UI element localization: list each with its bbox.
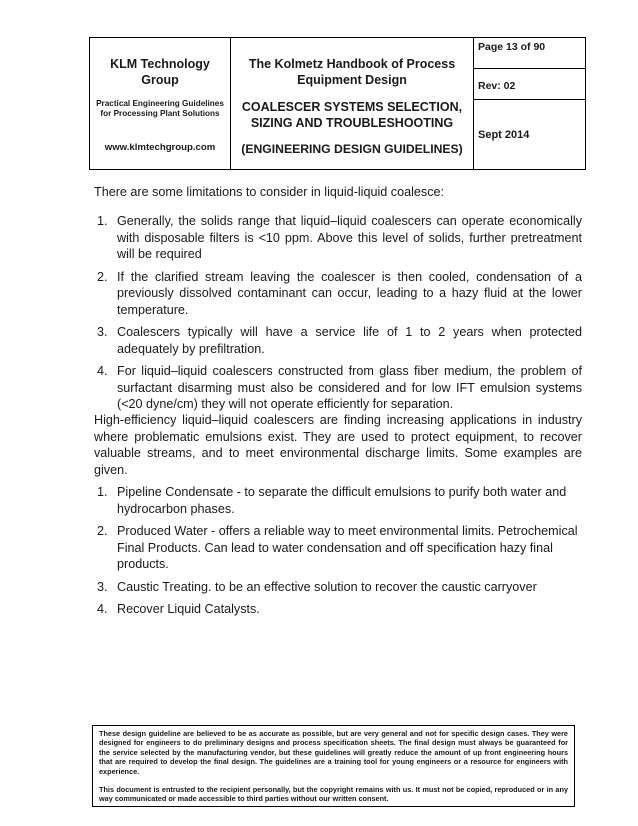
item-number: 1. bbox=[97, 485, 108, 499]
item-number: 2. bbox=[97, 269, 108, 284]
item-number: 3. bbox=[97, 579, 108, 594]
list-item bbox=[94, 363, 582, 413]
applications-paragraph: High-efficiency liquid–liquid coalescers are finding increasing applications in industry where problematic emulsions exist. They are used to protect equipment, to recover valuable streams, and to meet environmental discharge limits. Some examples are given. bbox=[94, 413, 582, 477]
item-number: 3. bbox=[97, 325, 108, 339]
item-text: Pipeline Condensate - to separate the difficult emulsions to purify both water and hydrocarbon phases. bbox=[117, 485, 567, 516]
issue-date: Sept 2014 bbox=[478, 129, 530, 141]
disclaimer-box bbox=[92, 725, 575, 807]
item-text: Coalescers typically will have a service life of 1 to 2 years when protected adequately by prefiltration. bbox=[117, 325, 582, 356]
item-number: 4. bbox=[97, 602, 108, 616]
item-text: If the clarified stream leaving the coalescer is then cooled, condensation of a previously dissolved contaminant can occur, leading to a hazy fluid at the lower temperature. bbox=[117, 269, 582, 317]
guideline-label: (ENGINEERING DESIGN GUIDELINES) bbox=[241, 142, 463, 156]
list-item bbox=[94, 484, 582, 517]
item-text: Recover Liquid Catalysts. bbox=[117, 602, 260, 616]
company-name: KLM Technology Group bbox=[110, 57, 210, 87]
company-website: www.klmtechgroup.com bbox=[104, 142, 216, 153]
item-number: 4. bbox=[97, 364, 108, 378]
list-item bbox=[94, 269, 582, 319]
item-text: Produced Water - offers a reliable way to meet environmental limits. Petrochemical Final Products. Can lead to water condensation and off specification hazy final products. bbox=[117, 524, 578, 571]
disclaimer-paragraph: These design guideline are believed to be as accurate as possible, but are very general and not for specific design cases. They were designed for engineers to do preliminary designs and process specification sheets. The final design must always be guaranteed for the service selected by the manufacturing vendor, but these guidelines will greatly reduce the amount of up front engineering hours that are required to develop the final design. The guidelines are a training tool for young engineers or a resource for engineers with experience. bbox=[99, 729, 568, 776]
handbook-title: The Kolmetz Handbook of Process Equipment Design bbox=[248, 57, 456, 87]
item-number: 2. bbox=[97, 524, 108, 538]
company-cell bbox=[90, 38, 231, 169]
item-number: 1. bbox=[97, 214, 108, 228]
examples-list bbox=[94, 484, 582, 624]
list-item bbox=[94, 324, 582, 357]
company-tagline: Practical Engineering Guidelines for Processing Plant Solutions bbox=[96, 99, 224, 118]
limitations-list bbox=[94, 213, 582, 419]
list-item bbox=[94, 523, 582, 573]
page-number: Page 13 of 90 bbox=[474, 38, 585, 69]
revision: Rev: 02 bbox=[474, 69, 585, 100]
list-item bbox=[94, 213, 582, 263]
copyright-paragraph: This document is entrusted to the recipient personally, but the copyright remains with us. It must not be copied, reproduced or in any way communicated or made accessible to third parties without our written consent. bbox=[99, 785, 568, 804]
section-title: COALESCER SYSTEMS SELECTION, SIZING AND TROUBLESHOOTING bbox=[241, 100, 463, 130]
meta-cell bbox=[474, 38, 585, 169]
title-cell bbox=[231, 38, 474, 169]
list-item bbox=[94, 579, 582, 596]
item-text: Generally, the solids range that liquid–liquid coalescers can operate economically with disposable filters is <10 ppm. Above this level of solids, further pretreatment will be required bbox=[117, 214, 582, 261]
document-header bbox=[89, 37, 586, 170]
intro-text: There are some limitations to consider in liquid-liquid coalesce: bbox=[94, 185, 444, 199]
list-item bbox=[94, 601, 582, 618]
item-text: For liquid–liquid coalescers constructed from glass fiber medium, the problem of surfactant disarming must also be considered and for low IFT emulsion systems (<20 dyne/cm) they will not operate efficiently for separation. bbox=[117, 364, 582, 411]
item-text: Caustic Treating. to be an effective solution to recover the caustic carryover bbox=[117, 579, 537, 594]
